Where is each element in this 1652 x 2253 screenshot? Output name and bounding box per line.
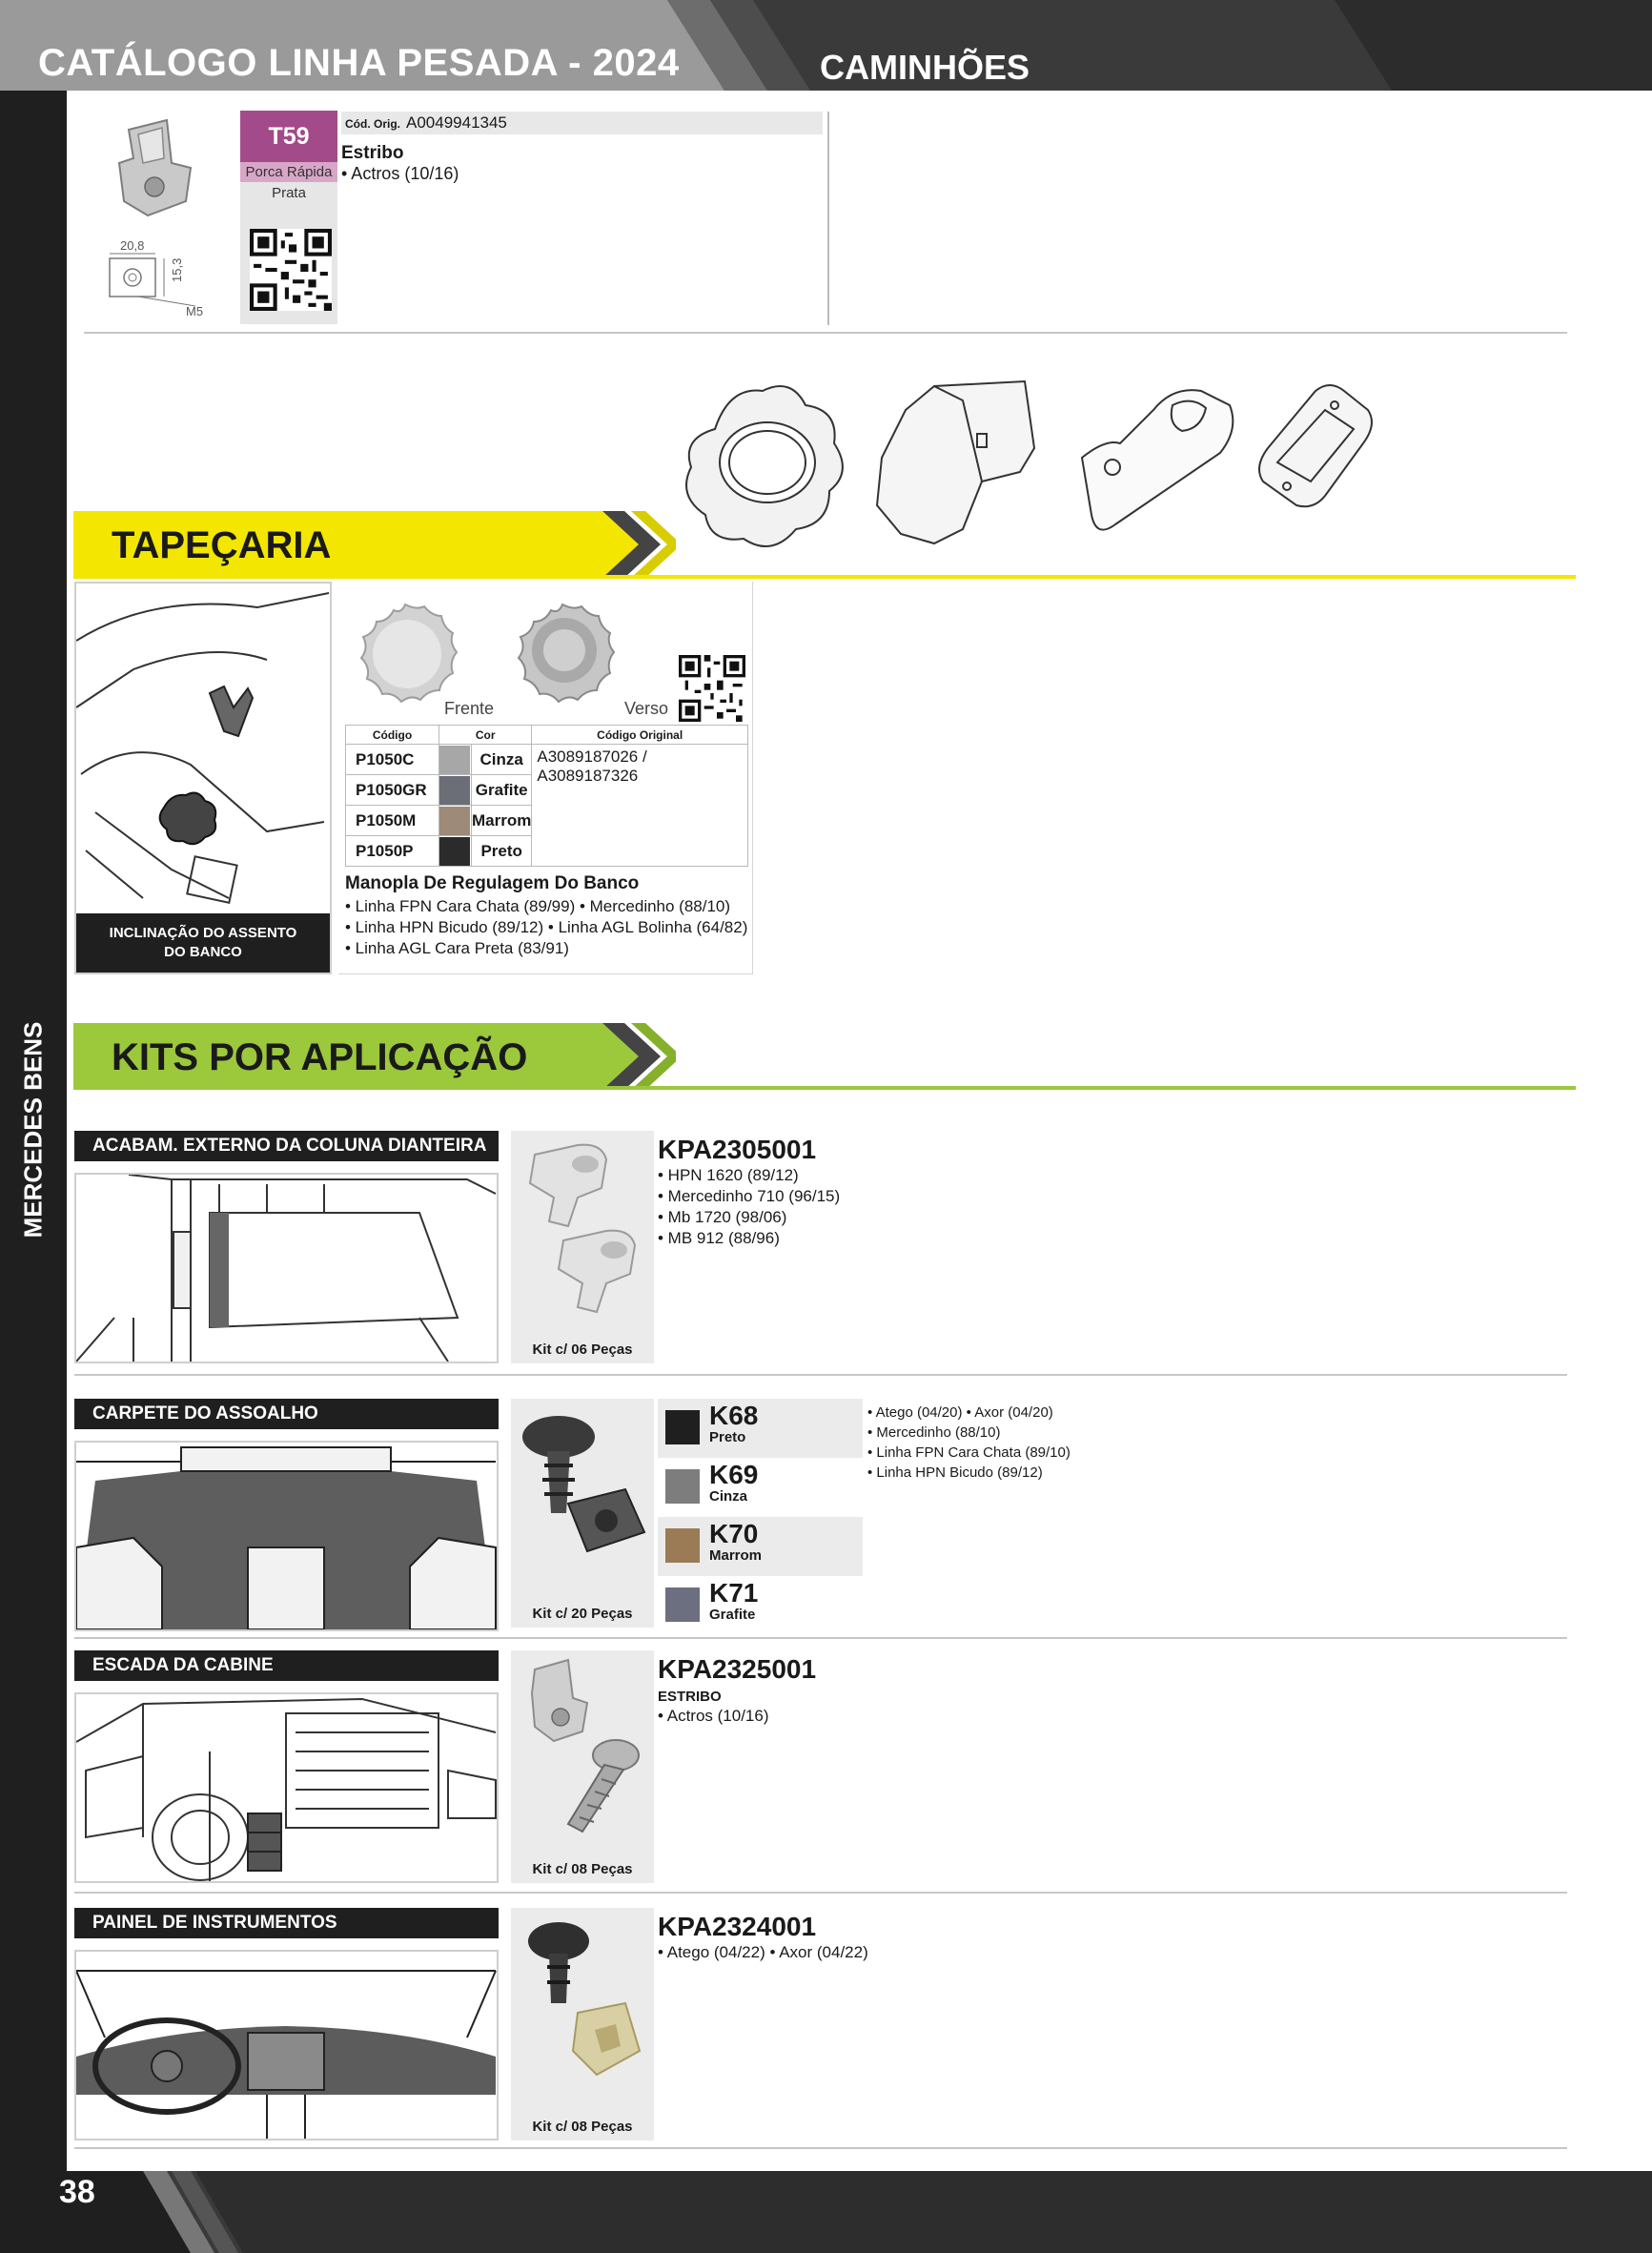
divider [84, 332, 1567, 334]
kit-subtitle: ESTRIBO [658, 1689, 722, 1705]
kit-variant-k68 [658, 1399, 863, 1458]
color-swatch [665, 1469, 700, 1504]
kit-count: Kit c/ 08 Peças [532, 1861, 633, 1877]
color-swatch [439, 837, 470, 866]
kit-variant-k71 [658, 1576, 863, 1635]
kit-illustration-coluna [74, 1173, 499, 1363]
t59-code-badge: T59 [240, 111, 337, 162]
application-line: • Mercedinho 710 (96/15) [658, 1187, 841, 1205]
manopla-applications [345, 896, 747, 959]
application-line: • Linha FPN Cara Chata (89/99) • Mercedinho (88/10) [345, 897, 731, 915]
caption-line-2: DO BANCO [164, 944, 242, 960]
kit-product-photo [511, 1908, 654, 2140]
col-header-code: Código [346, 726, 439, 745]
variant-color: Marrom [709, 1547, 763, 1564]
t59-type: Porca Rápida [240, 162, 337, 182]
kit-applications [658, 1706, 769, 1727]
clip-image [511, 1131, 654, 1341]
t59-finish: Prata [272, 185, 306, 201]
t59-application: • Actros (10/16) [341, 164, 459, 183]
fastener-image [511, 1399, 654, 1608]
manopla-codes-table [345, 725, 748, 867]
kit-section-title: ESCADA DA CABINE [74, 1650, 499, 1681]
variant-color: Cinza [709, 1488, 748, 1505]
kit-illustration-carpete [74, 1441, 499, 1631]
variant-code: K68 [709, 1401, 759, 1430]
color-name: Grafite [472, 775, 532, 806]
original-code: A3089187026 / A3089187326 [532, 745, 748, 867]
table-row [346, 745, 748, 775]
kit-section-title: PAINEL DE INSTRUMENTOS [74, 1908, 499, 1938]
caption-line-1: INCLINAÇÃO DO ASSENTO [109, 925, 297, 941]
kit-row-carpete [74, 1399, 1567, 1639]
kit-count: Kit c/ 06 Peças [532, 1342, 633, 1358]
color-name: Marrom [472, 806, 532, 836]
t59-dim-thread: M5 [186, 304, 204, 318]
cod-orig-label: Cód. Orig. [345, 117, 400, 131]
front-label: Frente [444, 699, 495, 718]
tapecaria-banner [73, 511, 676, 578]
color-swatch [665, 1587, 700, 1622]
brand-label: MERCEDES BENS [18, 1021, 48, 1239]
kit-code: KPA2324001 [658, 1912, 817, 1941]
page-header [0, 0, 1652, 91]
variant-code: K69 [709, 1460, 759, 1489]
page-number: 38 [59, 2174, 95, 2210]
color-swatch [439, 807, 470, 835]
color-name: Preto [472, 836, 532, 867]
application-line: • Actros (10/16) [658, 1707, 769, 1725]
nut-and-screw-image [511, 1650, 654, 1860]
manopla-product-name: Manopla De Regulagem Do Banco [345, 873, 640, 893]
kits-title: KITS POR APLICAÇÃO [112, 1036, 528, 1078]
seat-tilt-illustration [74, 582, 332, 974]
category-title: CAMINHÕES [820, 48, 1030, 87]
application-line: • Mb 1720 (98/06) [658, 1208, 787, 1226]
variant-code: K71 [709, 1578, 759, 1608]
t59-qr-code[interactable] [250, 229, 332, 311]
color-swatch [439, 746, 470, 774]
knob-front-image [348, 599, 462, 713]
divider [74, 1892, 1567, 1894]
variant-code: K70 [709, 1519, 759, 1548]
t59-dim-height: 15,3 [170, 257, 184, 282]
application-line: • Mercedinho (88/10) [867, 1424, 1001, 1441]
kit-applications [658, 1942, 868, 1963]
variant-color: Grafite [709, 1607, 756, 1623]
kit-applications [658, 1165, 840, 1249]
knob-illustrations [658, 372, 1449, 572]
page-footer [0, 2171, 1652, 2253]
col-header-color: Cor [439, 726, 532, 745]
seat-tilt-caption [76, 913, 330, 973]
kit-code: KPA2305001 [658, 1135, 817, 1164]
t59-product-image [95, 111, 229, 325]
tapecaria-underline [73, 575, 1576, 579]
kit-applications [867, 1403, 1071, 1483]
kits-underline [73, 1086, 1576, 1090]
kit-row-coluna [74, 1131, 1567, 1377]
footer-background [0, 2171, 1652, 2253]
kit-product-photo [511, 1650, 654, 1883]
pin-and-nut-image [511, 1908, 654, 2118]
kit-row-painel [74, 1908, 1567, 2150]
color-swatch [665, 1410, 700, 1444]
t59-dim-width: 20,8 [120, 238, 145, 253]
kit-product-photo [511, 1131, 654, 1363]
kits-banner [73, 1023, 676, 1090]
manopla-qr-code[interactable] [679, 655, 745, 722]
color-swatch [439, 776, 470, 805]
application-line: • Atego (04/22) • Axor (04/22) [658, 1943, 868, 1961]
col-header-original: Código Original [532, 726, 748, 745]
product-code: P1050M [346, 806, 439, 836]
kit-code: KPA2325001 [658, 1654, 817, 1684]
product-code: P1050C [346, 745, 439, 775]
kit-row-escada [74, 1650, 1567, 1895]
t59-product-name: Estribo [341, 143, 404, 163]
kit-count: Kit c/ 08 Peças [532, 2119, 633, 2135]
t59-original-code-bar [341, 112, 823, 134]
divider [74, 1637, 1567, 1639]
kit-section-title: ACABAM. EXTERNO DA COLUNA DIANTEIRA [74, 1131, 499, 1161]
kit-variant-k69 [658, 1458, 863, 1517]
catalog-title: CATÁLOGO LINHA PESADA - 2024 [38, 42, 680, 84]
application-line: • HPN 1620 (89/12) [658, 1166, 799, 1184]
variant-color: Preto [709, 1429, 746, 1445]
knob-back-image [505, 599, 620, 713]
divider [827, 112, 829, 325]
divider [74, 1374, 1567, 1376]
product-code: P1050GR [346, 775, 439, 806]
color-swatch [665, 1528, 700, 1563]
color-name: Cinza [472, 745, 532, 775]
tapecaria-title: TAPEÇARIA [112, 524, 332, 566]
kit-count: Kit c/ 20 Peças [532, 1606, 633, 1622]
kit-product-photo [511, 1399, 654, 1628]
application-line: • Linha HPN Bicudo (89/12) • Linha AGL Bolinha (64/82) [345, 918, 748, 936]
divider [74, 2147, 1567, 2149]
application-line: • Linha HPN Bicudo (89/12) [867, 1464, 1043, 1481]
t59-original-code: A0049941345 [406, 113, 507, 132]
application-line: • Linha AGL Cara Preta (83/91) [345, 939, 569, 957]
kit-variant-k70 [658, 1517, 863, 1576]
kit-illustration-escada [74, 1692, 499, 1883]
back-label: Verso [624, 699, 669, 718]
application-line: • Linha FPN Cara Chata (89/10) [867, 1444, 1071, 1461]
kit-section-title: CARPETE DO ASSOALHO [74, 1399, 499, 1429]
application-line: • Atego (04/20) • Axor (04/20) [867, 1404, 1053, 1421]
product-code: P1050P [346, 836, 439, 867]
application-line: • MB 912 (88/96) [658, 1229, 780, 1247]
kit-illustration-painel [74, 1950, 499, 2140]
